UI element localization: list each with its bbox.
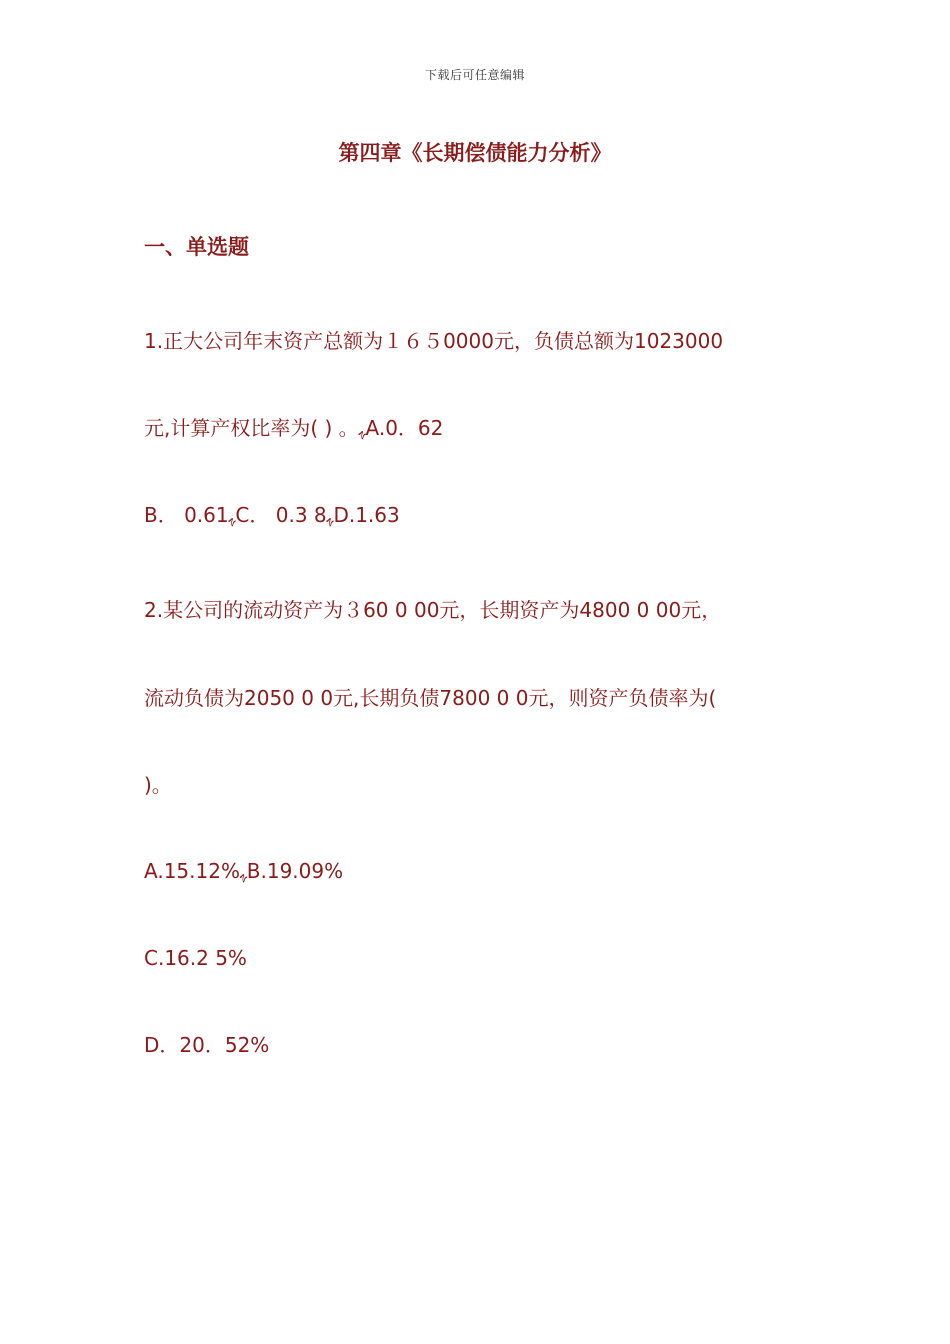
question-2-line-2: 流动负债为2050 0 0元,长期负债7800 0 0元，则资产负债率为( [144, 686, 717, 710]
page-header-note: 下载后可任意编辑 [424, 68, 525, 82]
question-1-line-1: 1.正大公司年末资产总额为１６５0000元，负债总额为1023000 [144, 329, 724, 353]
question-2-option-c: C.16.2 5% [144, 946, 247, 970]
question-1-line-2: 元,计算产权比率为( ) 。ﮩA.0．62 [144, 416, 444, 440]
section-heading: 一、单选题 [144, 235, 249, 259]
question-2-line-3: )。 [144, 773, 172, 797]
question-2-line-1: 2.某公司的流动资产为３60 0 00元，长期资产为4800 0 00元， [144, 598, 722, 622]
question-1-options: B． 0.61ﮩC． 0.3 8ﮩD.1.63 [144, 503, 400, 527]
question-2-options-ab: A.15.12%ﮩB.19.09% [144, 859, 344, 883]
chapter-title: 第四章《长期偿债能力分析》 [338, 141, 612, 165]
question-2-option-d: D．20．52% [144, 1033, 270, 1057]
